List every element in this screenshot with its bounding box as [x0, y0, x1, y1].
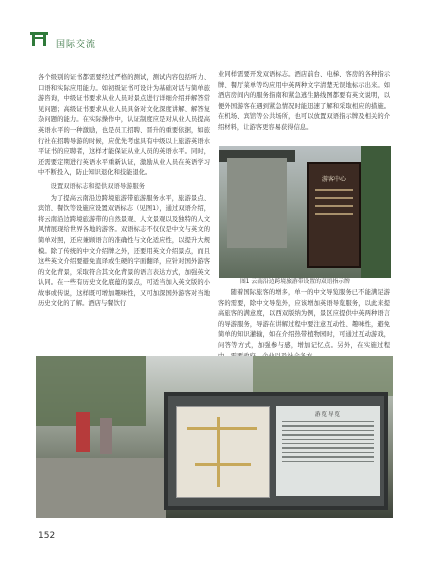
tourist-grey: [100, 418, 112, 454]
page-header: [0, 0, 427, 50]
figure-1-photo: [219, 146, 391, 278]
page-number: 152: [38, 531, 56, 541]
section-title: 国际交流: [56, 40, 97, 50]
sign-label: 游客中心: [321, 176, 346, 183]
board-title: 游览导览: [314, 412, 341, 418]
left-column: [38, 73, 210, 310]
left-paragraph-2: 为了提高云南沿边跨境旅游带旅游服务水平，旅游景点、宾馆、餐饮等设施应设置双语标志（见图1），通过双语介绍，将云南沿边跨境旅游带的自然景观、人文景观以及独特的人文风情展现给世界各地的游客。双语标志不仅仅是中文与英文的简单对照，还应兼顾语言的准确性与文化适应性，以提升大规模。除了传统的中文介绍牌之外，还要用英文介绍景点，而且这些英文介绍要避免直译或生硬的字面翻译，应针对国外游客的文化背景，采取符合其文化背景的语言表达方式，加强英文认同。在一些有历史文化底蕴的景点，可适当加入英文版的小故事或传说，这样既可增加趣味性，又可加深国外游客对当地历史文化的了解。酒店与餐饮行: [38, 194, 210, 308]
tree-canopy-right: [253, 356, 393, 396]
tourist-red: [76, 412, 90, 452]
left-subheading: 设置双语标志和提供双语导游服务: [50, 182, 146, 190]
board-text-panel: [276, 406, 380, 496]
right-paragraph-1: 业同样需要开发双语标志。酒店前台、电梯、客房的各种指示牌、餐厅菜单等均应用中英两种文字清楚无误地标示出来。如酒店房间内的服务指南和紧急逃生路线图都要有英文说明，以便外国游客在遇到紧急情况时能迅速了解和采取相应的措施。在机场、宾馆等公共场所，也可以放置双语指示牌及相关的介绍材料，让游客更容易获得信息。: [218, 71, 390, 131]
information-board: [164, 392, 388, 510]
figure-2-photo: [36, 356, 393, 518]
right-column-bottom: [218, 288, 390, 362]
building: [227, 158, 287, 248]
left-paragraph-1: 各个级别的证书都需要经过严格的测试，测试内容包括听力、口语和实际应用能力。如初级证书可设计为基础对话与简单旅游咨询，中级证书要求从业人员对景点进行详细介绍并解答常见问题；高级证书要求从业人员具备对文化深度讲解、解答复杂问题的能力。在实际操作中，认证制度应是对从业人员提高英语水平的一种激励，也是员工招聘、晋升的重要依据，如旅行社在招聘导游的时候，应优先考虑具有中级以上旅游英语水平证书的应聘者，这样才能保证从业人员的英语水平。同时，还需要定期进行英语水平重新认证，激励从业人员在英语学习中不断投入，防止知识退化和技能退化。: [38, 74, 210, 177]
right-column-top: [218, 70, 390, 134]
green-gate-logo-icon: [30, 30, 48, 46]
figure-1-caption: 图1 云南沿边跨境旅游带设置的双语指示牌: [240, 279, 350, 285]
tree-canopy-left: [36, 356, 146, 426]
tree: [361, 146, 391, 278]
tour-map: [176, 406, 270, 498]
right-paragraph-2: 随着国际旅客的增多，单一的中文导览服务已不能满足游客的需要，除中文导览外，应该增加英语导览服务，以此来提高旅客的满意度，以西双版纳为例，景区应提供中英两种语言的导游服务，导游在讲解过程中要注意互动性、趣味性，避免简单的知识灌输，如在介绍热带植物园时，可通过互动游戏，问答等方式，加强参与感，增加记忆点。另外，在实施过程: [218, 289, 390, 349]
bilingual-sign: [307, 162, 361, 268]
walkway: [36, 458, 166, 518]
